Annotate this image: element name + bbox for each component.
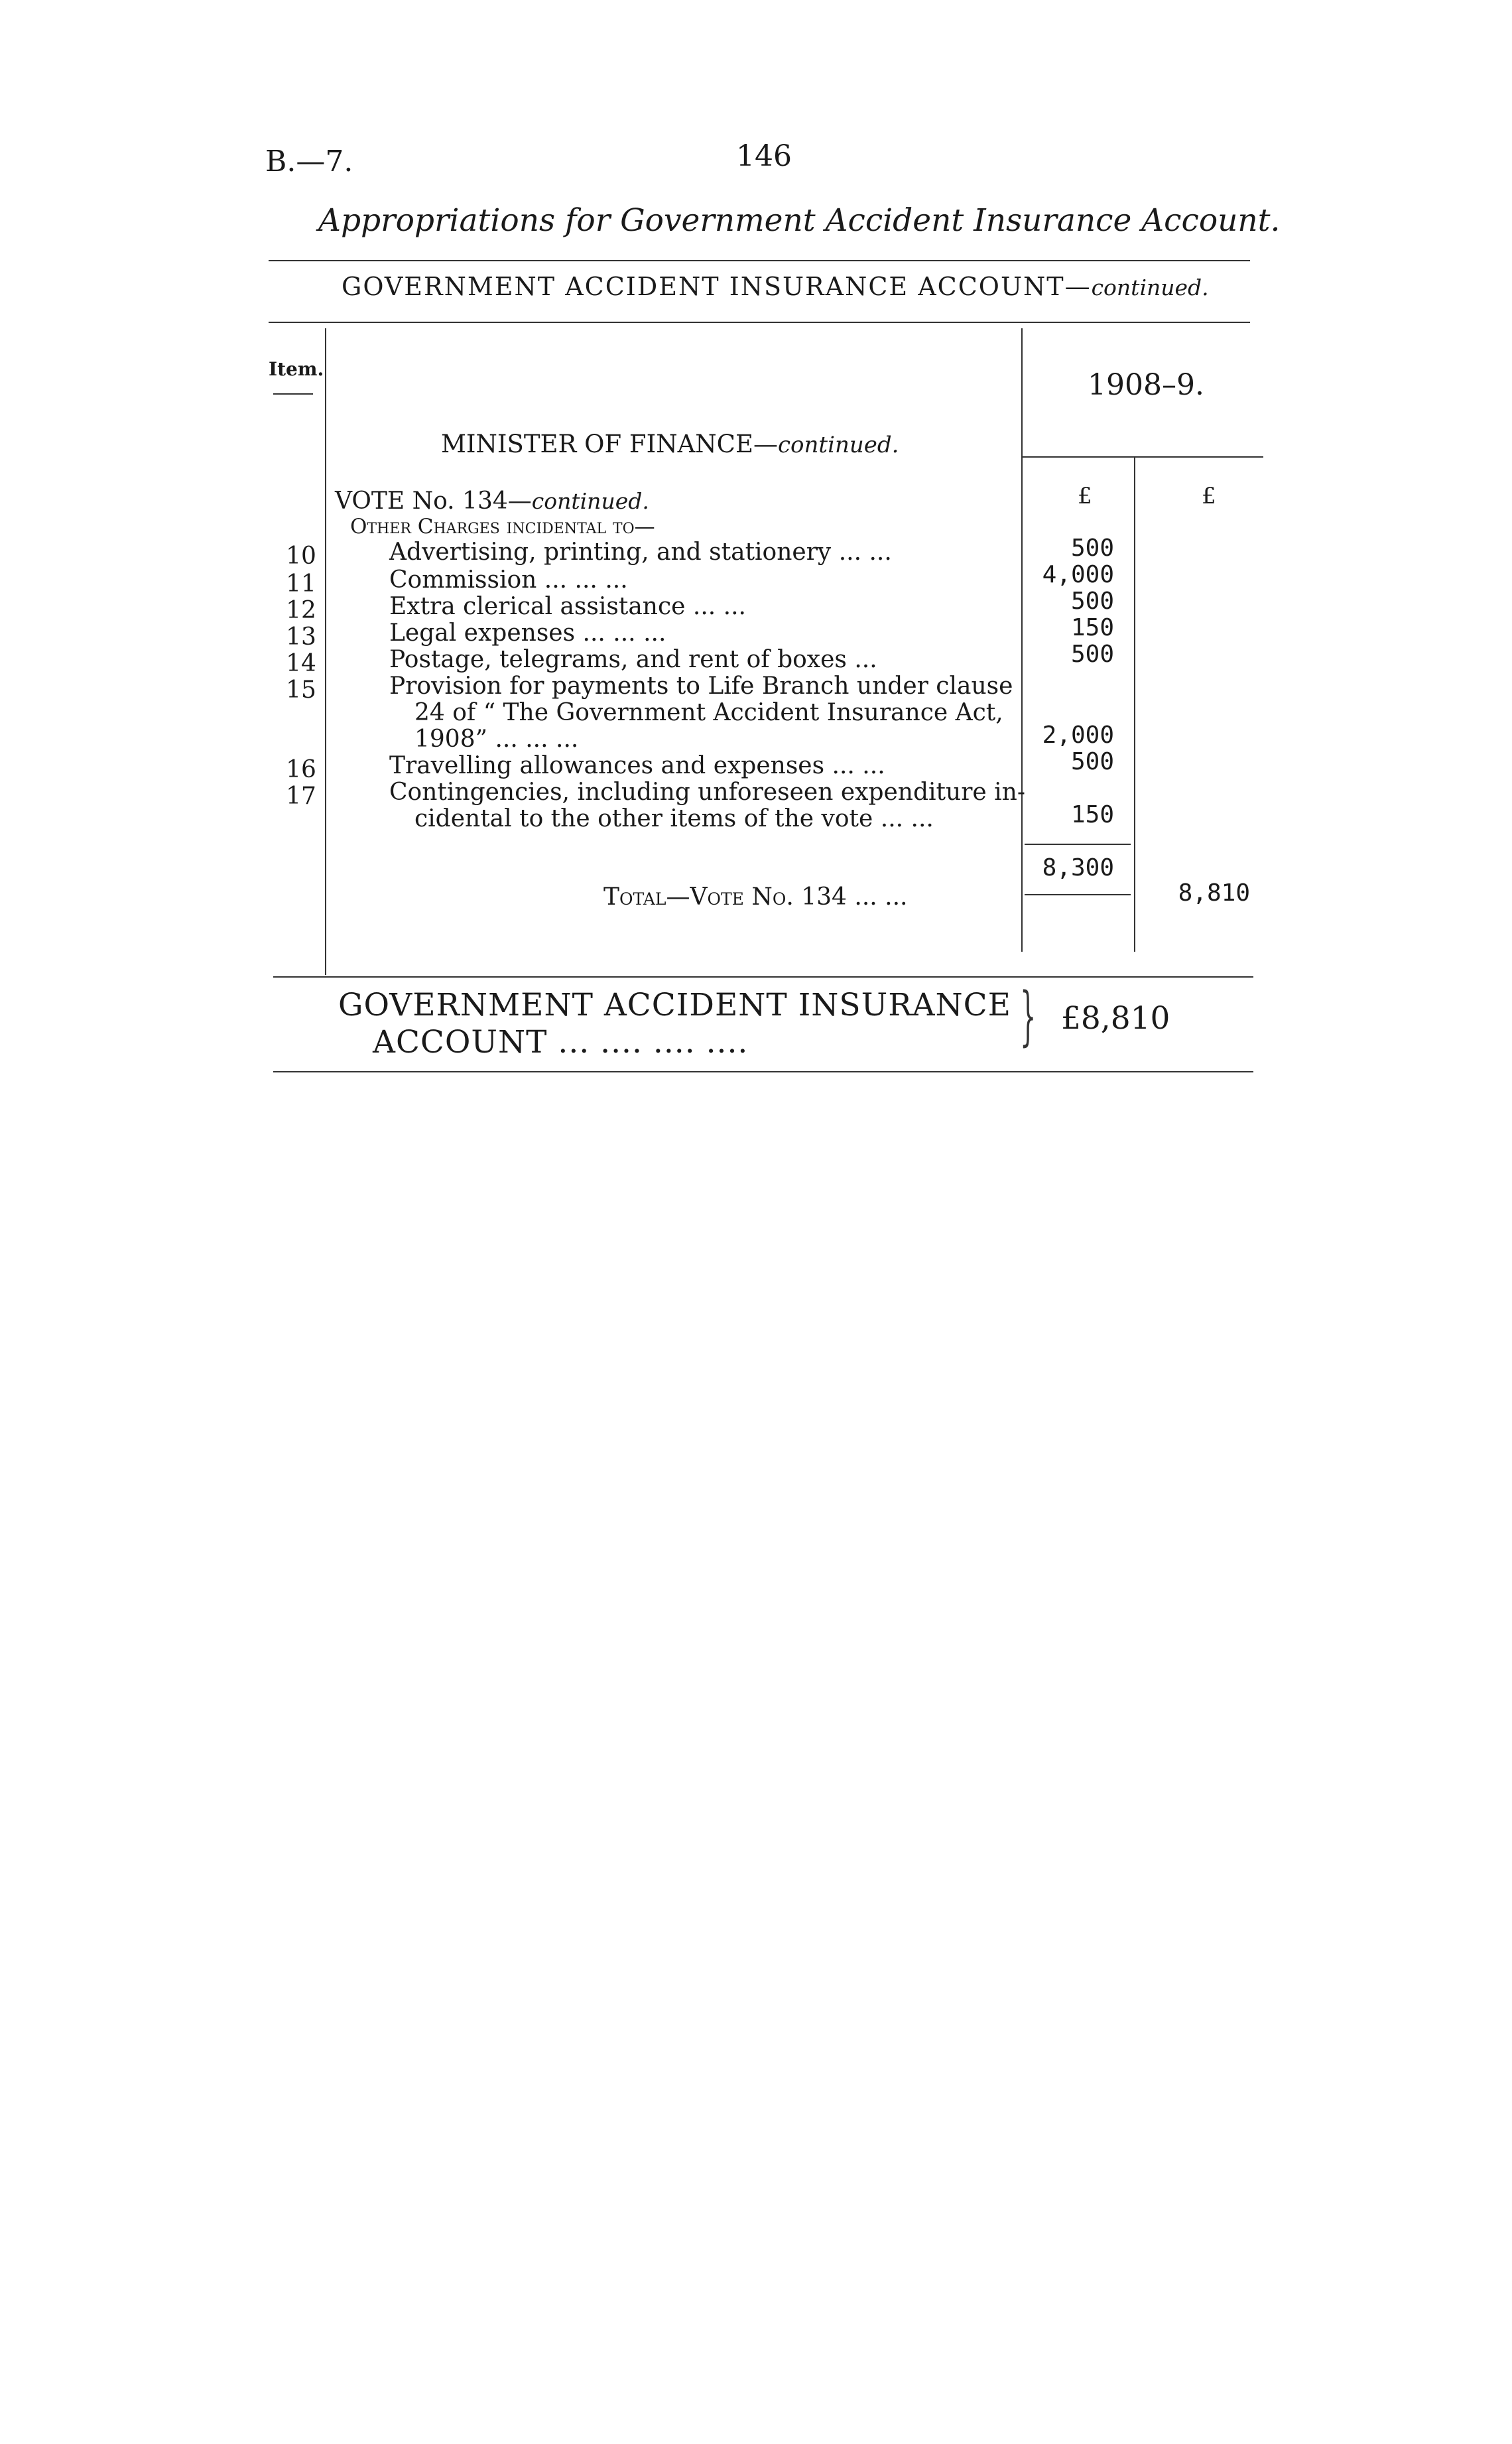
item-number: 16 bbox=[286, 756, 316, 783]
subtotal-amount: 8,300 bbox=[1042, 854, 1114, 881]
item-number: 11 bbox=[286, 570, 316, 598]
item-amount: 500 bbox=[1070, 748, 1114, 775]
item-description: Legal expenses ... ... ... bbox=[389, 619, 666, 647]
item-description: Commission ... ... ... bbox=[389, 566, 628, 594]
section-heading-suffix: continued. bbox=[778, 432, 899, 458]
grand-total-brace: } bbox=[1020, 979, 1037, 1053]
subtotal-underline bbox=[1025, 894, 1131, 895]
rule-bottom bbox=[273, 1071, 1253, 1072]
section-heading bbox=[441, 430, 899, 458]
document-reference: B.—7. bbox=[265, 145, 353, 178]
vote-total-amount: 8,810 bbox=[1178, 879, 1250, 907]
item-description-continued: 1908” ... ... ... bbox=[414, 726, 579, 753]
rule-top-2 bbox=[269, 322, 1250, 323]
item-number: 17 bbox=[286, 783, 316, 810]
item-amount: 4,000 bbox=[1042, 561, 1114, 588]
item-description-continued: cidental to the other items of the vote ... ... bbox=[414, 805, 934, 832]
page-number: 146 bbox=[736, 139, 792, 173]
currency-symbol-col1: £ bbox=[1078, 483, 1092, 509]
item-description: Extra clerical assistance ... ... bbox=[389, 593, 746, 620]
page-subtitle: Appropriations for Government Accident Insurance Account. bbox=[318, 202, 1281, 239]
item-description: Contingencies, including unforeseen expenditure in- bbox=[389, 779, 1026, 806]
other-charges-subheading: Other Charges incidental to— bbox=[350, 515, 655, 539]
account-title bbox=[342, 272, 1209, 301]
item-description: Postage, telegrams, and rent of boxes ... bbox=[389, 646, 877, 673]
amount-column-rule bbox=[1134, 458, 1135, 952]
vote-heading-text: VOTE No. 134— bbox=[335, 487, 532, 515]
year-column-header: 1908–9. bbox=[1088, 368, 1204, 402]
grand-total-label-line1: GOVERNMENT ACCIDENT INSURANCE bbox=[338, 987, 1011, 1023]
item-description: Provision for payments to Life Branch under clause bbox=[389, 673, 1013, 700]
item-amount: 150 bbox=[1070, 801, 1114, 828]
section-heading-text: MINISTER OF FINANCE— bbox=[441, 430, 778, 458]
account-title-suffix: continued. bbox=[1091, 275, 1209, 300]
item-amount: 2,000 bbox=[1042, 722, 1114, 749]
item-column-rule bbox=[325, 328, 326, 975]
item-description: Advertising, printing, and stationery ... ... bbox=[389, 539, 892, 566]
item-number: 12 bbox=[286, 597, 316, 624]
item-amount: 500 bbox=[1070, 641, 1114, 668]
currency-symbol-col2: £ bbox=[1202, 483, 1216, 509]
item-number: 10 bbox=[286, 543, 316, 570]
item-number: 14 bbox=[286, 650, 316, 677]
year-header-rule bbox=[1021, 456, 1263, 458]
item-amount: 500 bbox=[1070, 535, 1114, 562]
item-header-underline bbox=[273, 393, 313, 395]
rule-table-bottom bbox=[273, 976, 1253, 978]
vote-heading bbox=[335, 487, 649, 515]
rule-top-1 bbox=[269, 260, 1250, 261]
vote-heading-suffix: continued. bbox=[531, 488, 649, 514]
account-title-main: GOVERNMENT ACCIDENT INSURANCE ACCOUNT— bbox=[342, 272, 1092, 301]
item-amount: 500 bbox=[1070, 588, 1114, 615]
item-number: 13 bbox=[286, 623, 316, 651]
item-description-continued: 24 of “ The Government Accident Insurance Act, bbox=[414, 699, 1003, 726]
item-description: Travelling allowances and expenses ... ... bbox=[389, 752, 885, 779]
vote-total-label bbox=[603, 883, 907, 911]
grand-total-label-line2: ACCOUNT ... .... .... .... bbox=[373, 1024, 749, 1061]
item-amount: 150 bbox=[1070, 614, 1114, 641]
subtotal-rule bbox=[1025, 844, 1131, 845]
grand-total-amount: £8,810 bbox=[1061, 1000, 1170, 1037]
vote-total-label-text: Total—Vote No. 134 ... ... bbox=[603, 883, 908, 911]
item-column-header: Item. bbox=[269, 358, 324, 380]
item-number: 15 bbox=[286, 676, 316, 704]
